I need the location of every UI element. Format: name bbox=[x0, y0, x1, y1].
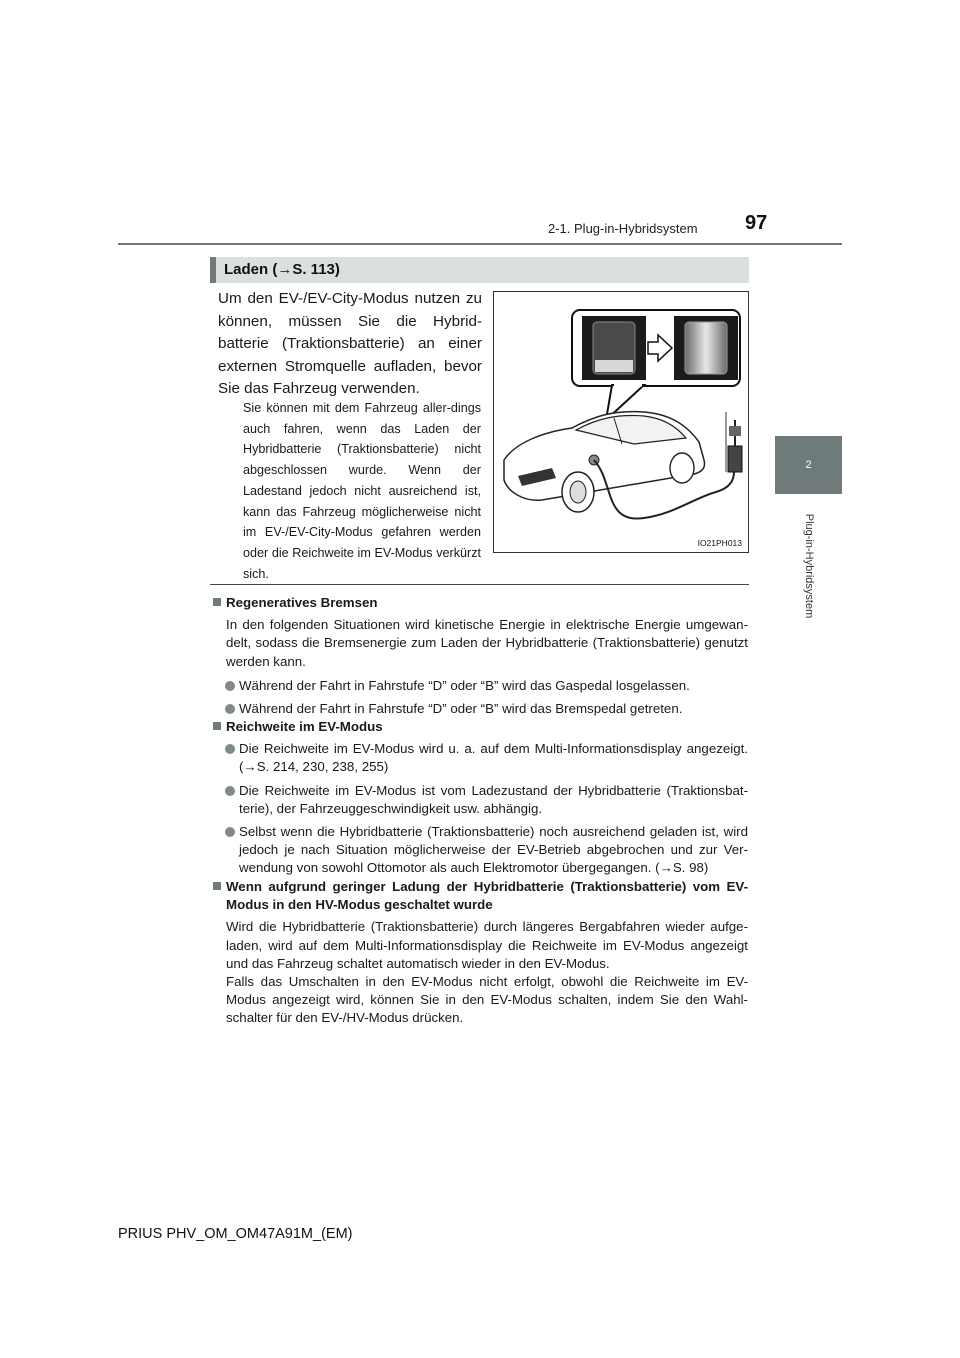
item-regenerative-braking bbox=[213, 594, 748, 718]
car-charging-drawing bbox=[494, 292, 750, 554]
header-rule bbox=[118, 243, 842, 245]
item-hv-mode-switch bbox=[213, 878, 748, 1028]
list-item: Die Reichweite im EV-Modus ist vom Ladezustand der Hybridbatterie (Traktionsbat-terie), der Fahrzeuggeschwindigkeit usw. abhängig. bbox=[213, 782, 748, 818]
chapter-tab-label: Plug-in-Hybridsystem bbox=[802, 513, 815, 619]
section-heading-marker bbox=[210, 257, 216, 283]
figure-code: IO21PH013 bbox=[697, 538, 742, 548]
intro-paragraph: Um den EV-/EV-City-Modus nutzen zu können, müssen Sie die Hybrid-batterie (Traktionsbatterie) an einer externen Stromquelle aufladen, bevor Sie das Fahrzeug verwenden. bbox=[218, 290, 482, 397]
list-item: Während der Fahrt in Fahrstufe “D” oder “B” wird das Gaspedal losgelassen. bbox=[213, 677, 748, 695]
item-ev-range bbox=[213, 718, 748, 878]
item-text: In den folgenden Situationen wird kinetische Energie in elektrische Energie umgewan-delt, sodass die Bremsenergie zum Laden der Hybridbatterie (Traktionsbatterie) genutzt werden kann. bbox=[226, 617, 748, 669]
item-heading: Reichweite im EV-Modus bbox=[213, 718, 748, 736]
item-text-2: Falls das Umschalten in den EV-Modus nicht erfolgt, obwohl die Reichweite im EV-Modus angezeigt wird, können Sie in den EV-Modus schalten, indem Sie den Wahl-schalter für den EV-/HV-Modus drücken. bbox=[226, 974, 748, 1026]
list-item: Während der Fahrt in Fahrstufe “D” oder “B” wird das Bremspedal getreten. bbox=[213, 700, 748, 718]
item-heading: Regeneratives Bremsen bbox=[213, 594, 748, 612]
item-heading: Wenn aufgrund geringer Ladung der Hybridbatterie (Traktionsbatterie) vom EV-Modus in den HV-Modus geschaltet wurde bbox=[213, 878, 748, 914]
list-item: Die Reichweite im EV-Modus wird u. a. auf dem Multi-Informationsdisplay angezeigt. (→S. 214, 230, 238, 255) bbox=[213, 740, 748, 776]
charging-illustration bbox=[493, 291, 749, 553]
chapter-tab-label-box bbox=[775, 496, 842, 636]
page-number: 97 bbox=[745, 212, 768, 234]
item-text: Wird die Hybridbatterie (Traktionsbatterie) durch längeres Bergabfahren wieder aufge-laden, wird auf dem Multi-Informationsdisplay die Reichweite im EV-Modus angezeigt und das Fahrzeug schaltet automatisch wieder in den EV-Modus. bbox=[226, 919, 748, 971]
body-divider bbox=[210, 584, 749, 585]
chapter-tab-number: 2 bbox=[775, 436, 842, 494]
note-paragraph: Sie können mit dem Fahrzeug aller-dings auch fahren, wenn das Laden der Hybridbatterie (Traktionsbatterie) nicht abgeschlossen wurde. Wenn der Ladestand jedoch nicht ausreichend ist, kann das Fahrzeug möglicherweise nicht im EV-/EV-City-Modus gefahren werden oder die Reichweite im EV-Modus verkürzt sich. bbox=[243, 401, 481, 581]
section-heading-bar bbox=[210, 257, 749, 283]
list-item: Selbst wenn die Hybridbatterie (Traktionsbatterie) noch ausreichend geladen ist, wird jedoch je nach Situation möglicherweise der EV-Betrieb abgebrochen und zur Ver-wendung von sowohl Ottomotor als auch Elektromotor übergegangen. (→S. 98) bbox=[213, 823, 748, 878]
section-heading: Laden (→S. 113) bbox=[224, 261, 340, 278]
header-section-title: 2-1. Plug-in-Hybridsystem bbox=[548, 221, 698, 236]
footer-doc-id: PRIUS PHV_OM_OM47A91M_(EM) bbox=[118, 1226, 353, 1242]
